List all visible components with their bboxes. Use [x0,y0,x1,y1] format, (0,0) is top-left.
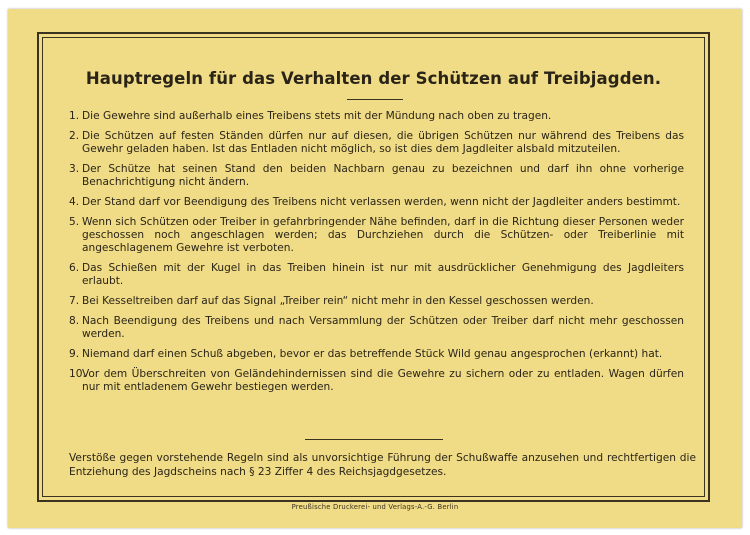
rule-text: Der Stand darf vor Beendigung des Treibens nicht verlassen werden, wenn nicht der Jagdleiter anders bestimmt. [82,196,681,208]
rule-number: 1. [69,110,80,122]
rule-text: Die Schützen auf festen Ständen dürfen nur auf diesen, die übrigen Schützen nur während des Treibens das Gewehr geladen haben. Ist das Entladen nicht möglich, so ist dies dem Jagdleiter alsbald mitzuteilen. [82,130,684,155]
rule-item-3 [69,163,684,189]
rule-number: 9. [69,348,80,360]
section-divider [305,439,443,440]
publisher-imprint: Preußische Druckerei- und Verlags-A.-G. Berlin [291,503,459,511]
rules-list [69,110,684,401]
rule-item-9 [69,348,684,361]
rule-item-5 [69,216,684,255]
rule-item-8 [69,315,684,341]
rule-item-6 [69,262,684,288]
rule-number: 3. [69,163,80,175]
rule-text: Bei Kesseltreiben darf auf das Signal „Treiber rein“ nicht mehr in den Kessel geschossen werden. [82,295,594,307]
rule-item-10 [69,368,684,394]
rule-text: Vor dem Überschreiten von Geländehindernissen sind die Gewehre zu sichern oder zu entladen. Wagen dürfen nur mit entladenem Gewehr bestiegen werden. [82,368,684,393]
rule-text: Der Schütze hat seinen Stand den beiden Nachbarn genau zu bezeichnen und darf ihn ohne vorherige Benachrichtigung nicht ändern. [82,163,684,188]
rule-number: 4. [69,196,80,208]
rule-item-4 [69,196,684,209]
rule-number: 5. [69,216,80,228]
title-divider [347,99,403,100]
page-title: Hauptregeln für das Verhalten der Schützen auf Treibjagden. [85,69,662,88]
rule-number: 8. [69,315,80,327]
rule-number: 7. [69,295,80,307]
rule-text: Wenn sich Schützen oder Treiber in gefahrbringender Nähe befinden, darf in die Richtung dieser Personen weder geschossen noch angeschlagen werden; das Durchziehen durch die Schützen- oder Treiberlinie mit angeschlagenem Gewehre ist verboten. [82,216,684,254]
rule-item-7 [69,295,684,308]
rule-text: Das Schießen mit der Kugel in das Treiben hinein ist nur mit ausdrücklicher Genehmigung des Jagdleiters erlaubt. [82,262,684,287]
rule-item-1 [69,110,684,123]
rules-card [8,9,742,528]
rule-text: Nach Beendigung des Treibens und nach Versammlung der Schützen oder Treiber darf nicht mehr geschossen werden. [82,315,684,340]
rule-number: 10. [69,368,86,380]
rule-text: Die Gewehre sind außerhalb eines Treibens stets mit der Mündung nach oben zu tragen. [82,110,552,122]
rule-text: Niemand darf einen Schuß abgeben, bevor er das betreffende Stück Wild genau angesprochen (erkannt) hat. [82,348,663,360]
rule-number: 2. [69,130,80,142]
rule-number: 6. [69,262,80,274]
penalty-note: Verstöße gegen vorstehende Regeln sind als unvorsichtige Führung der Schußwaffe anzusehen und rechtfertigen die Entziehung des Jagdscheins nach § 23 Ziffer 4 des Reichsjagdgesetzes. [69,452,696,478]
outer-border [37,32,710,502]
rule-item-2 [69,130,684,156]
inner-border [42,37,705,497]
